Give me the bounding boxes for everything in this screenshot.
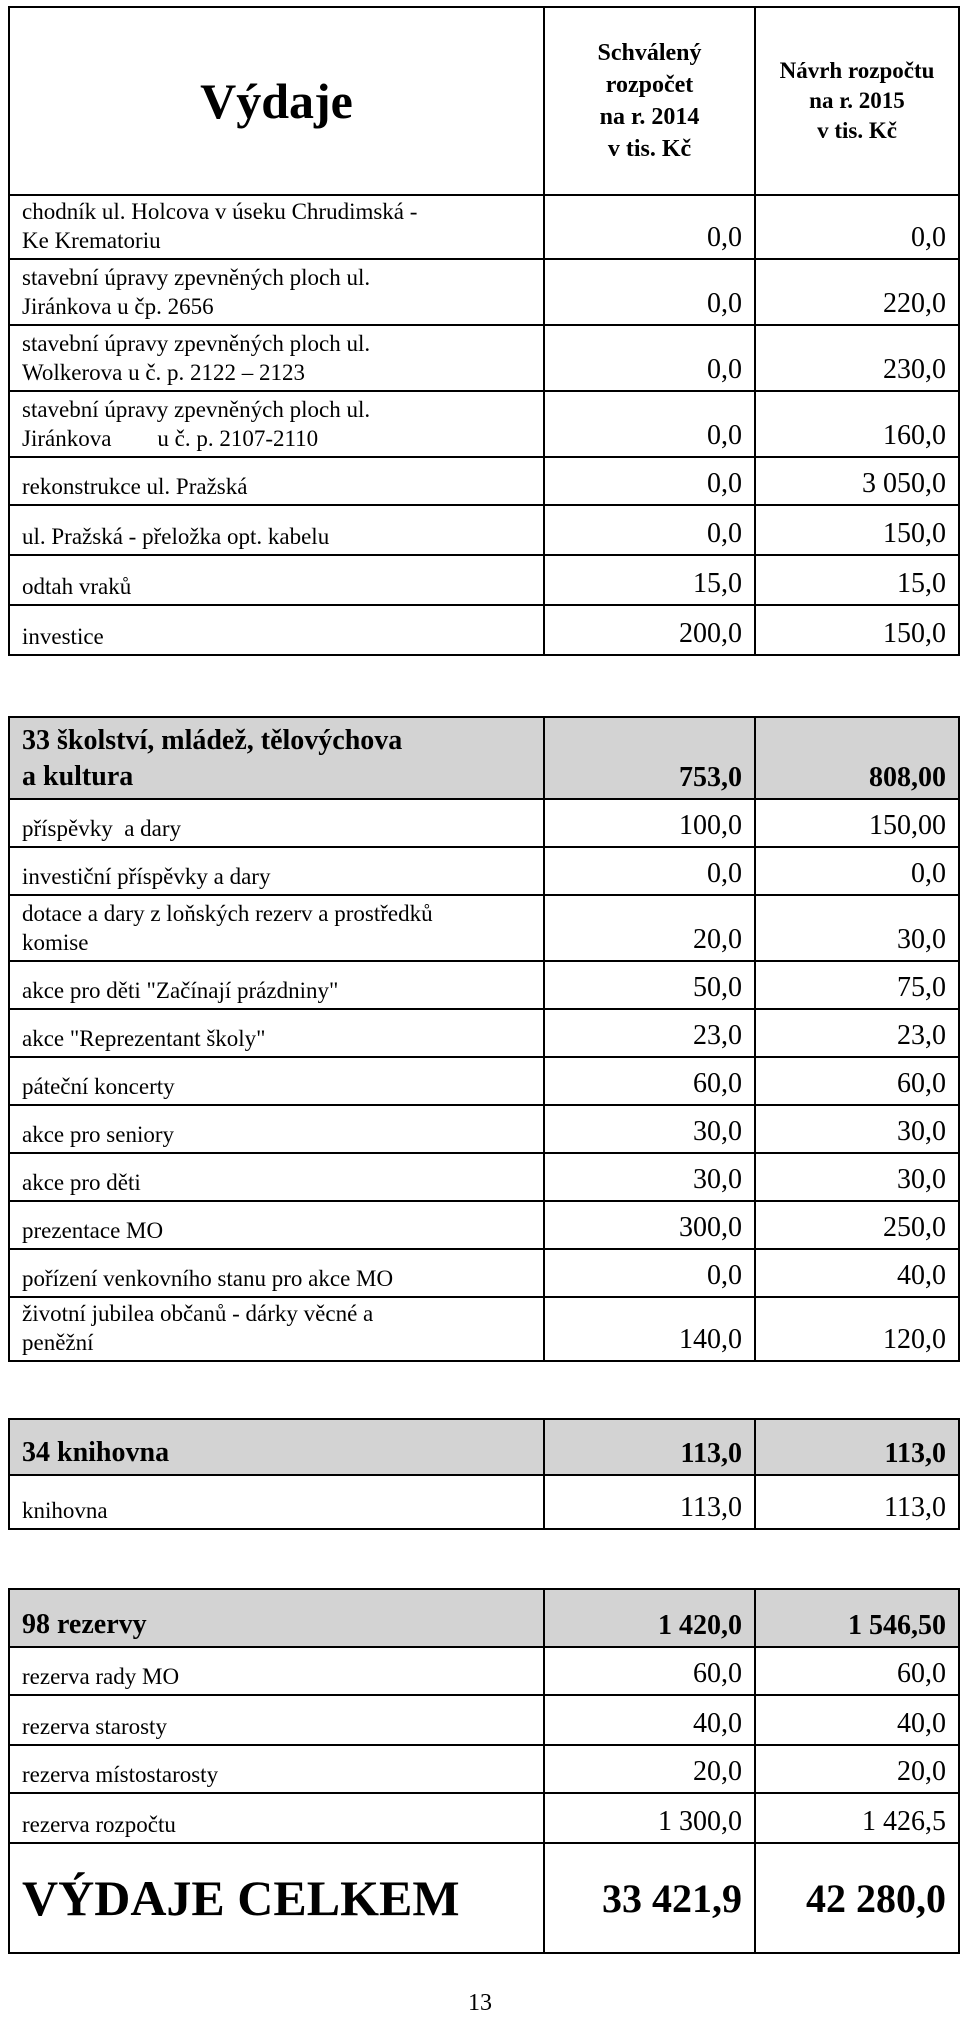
table-title: Výdaje bbox=[9, 7, 544, 195]
value-2014: 100,0 bbox=[544, 799, 755, 847]
value-2014: 0,0 bbox=[544, 195, 755, 259]
value-2014: 113,0 bbox=[544, 1475, 755, 1529]
value-2014: 0,0 bbox=[544, 847, 755, 895]
value-2015: 160,0 bbox=[755, 391, 959, 457]
section-title: 34 knihovna bbox=[9, 1419, 544, 1475]
row-label: odtah vraků bbox=[9, 555, 544, 605]
table-row bbox=[9, 1009, 959, 1057]
value-2014: 1 300,0 bbox=[544, 1793, 755, 1843]
value-2014: 0,0 bbox=[544, 1249, 755, 1297]
value-2014: 200,0 bbox=[544, 605, 755, 655]
value-2015: 150,00 bbox=[755, 799, 959, 847]
value-2014: 15,0 bbox=[544, 555, 755, 605]
value-2015: 150,0 bbox=[755, 605, 959, 655]
value-2015: 30,0 bbox=[755, 1153, 959, 1201]
value-2015: 20,0 bbox=[755, 1745, 959, 1793]
row-label: životní jubilea občanů - dárky věcné a peněžní bbox=[9, 1297, 544, 1361]
row-label: stavební úpravy zpevněných ploch ul. Jiránkova u č. p. 2107-2110 bbox=[9, 391, 544, 457]
value-2014: 50,0 bbox=[544, 961, 755, 1009]
value-2014: 60,0 bbox=[544, 1647, 755, 1695]
value-2015: 120,0 bbox=[755, 1297, 959, 1361]
header-proposal-2015: Návrh rozpočtu na r. 2015 v tis. Kč bbox=[755, 7, 959, 195]
value-2015: 40,0 bbox=[755, 1695, 959, 1745]
table-row bbox=[9, 457, 959, 505]
table-row bbox=[9, 195, 959, 259]
value-2014: 0,0 bbox=[544, 391, 755, 457]
table-row bbox=[9, 847, 959, 895]
row-label: prezentace MO bbox=[9, 1201, 544, 1249]
row-label: dotace a dary z loňských rezerv a prostředků komise bbox=[9, 895, 544, 961]
row-label: pořízení venkovního stanu pro akce MO bbox=[9, 1249, 544, 1297]
value-2015: 60,0 bbox=[755, 1057, 959, 1105]
section-34-table bbox=[8, 1418, 960, 1530]
table-row bbox=[9, 605, 959, 655]
total-2014: 33 421,9 bbox=[544, 1843, 755, 1953]
table-row bbox=[9, 799, 959, 847]
row-label: chodník ul. Holcova v úseku Chrudimská - Ke Krematoriu bbox=[9, 195, 544, 259]
total-label: VÝDAJE CELKEM bbox=[9, 1843, 544, 1953]
row-label: ul. Pražská - přeložka opt. kabelu bbox=[9, 505, 544, 555]
section-header-row bbox=[9, 1419, 959, 1475]
value-2014: 60,0 bbox=[544, 1057, 755, 1105]
value-2014: 0,0 bbox=[544, 325, 755, 391]
table-row bbox=[9, 259, 959, 325]
row-label: rezerva rozpočtu bbox=[9, 1793, 544, 1843]
section-total-2015: 1 546,50 bbox=[755, 1589, 959, 1647]
row-label: stavební úpravy zpevněných ploch ul. Wolkerova u č. p. 2122 – 2123 bbox=[9, 325, 544, 391]
section-total-2015: 113,0 bbox=[755, 1419, 959, 1475]
section-total-2014: 1 420,0 bbox=[544, 1589, 755, 1647]
value-2014: 40,0 bbox=[544, 1695, 755, 1745]
row-label: příspěvky a dary bbox=[9, 799, 544, 847]
value-2015: 250,0 bbox=[755, 1201, 959, 1249]
value-2015: 0,0 bbox=[755, 195, 959, 259]
section-title: 33 školství, mládež, tělovýchova a kultura bbox=[9, 717, 544, 799]
value-2014: 300,0 bbox=[544, 1201, 755, 1249]
value-2014: 30,0 bbox=[544, 1153, 755, 1201]
row-label: stavební úpravy zpevněných ploch ul. Jiránkova u čp. 2656 bbox=[9, 259, 544, 325]
page-number: 13 bbox=[468, 1990, 492, 2016]
value-2014: 30,0 bbox=[544, 1105, 755, 1153]
value-2015: 3 050,0 bbox=[755, 457, 959, 505]
table-row bbox=[9, 1201, 959, 1249]
value-2014: 0,0 bbox=[544, 457, 755, 505]
table-row bbox=[9, 961, 959, 1009]
row-label: knihovna bbox=[9, 1475, 544, 1529]
value-2014: 0,0 bbox=[544, 259, 755, 325]
total-row bbox=[9, 1843, 959, 1953]
header-row bbox=[9, 7, 959, 195]
value-2015: 30,0 bbox=[755, 1105, 959, 1153]
section-total-2014: 113,0 bbox=[544, 1419, 755, 1475]
row-label: akce pro děti "Začínají prázdniny" bbox=[9, 961, 544, 1009]
value-2015: 1 426,5 bbox=[755, 1793, 959, 1843]
table-row bbox=[9, 1297, 959, 1361]
table-row bbox=[9, 895, 959, 961]
row-label: rezerva starosty bbox=[9, 1695, 544, 1745]
value-2015: 15,0 bbox=[755, 555, 959, 605]
value-2014: 140,0 bbox=[544, 1297, 755, 1361]
row-label: rezerva rady MO bbox=[9, 1647, 544, 1695]
value-2014: 23,0 bbox=[544, 1009, 755, 1057]
value-2015: 220,0 bbox=[755, 259, 959, 325]
value-2015: 113,0 bbox=[755, 1475, 959, 1529]
value-2015: 30,0 bbox=[755, 895, 959, 961]
value-2015: 75,0 bbox=[755, 961, 959, 1009]
section-header-row bbox=[9, 1589, 959, 1647]
table-row bbox=[9, 1745, 959, 1793]
table-row bbox=[9, 391, 959, 457]
total-2015: 42 280,0 bbox=[755, 1843, 959, 1953]
table-row bbox=[9, 555, 959, 605]
row-label: rezerva místostarosty bbox=[9, 1745, 544, 1793]
value-2014: 20,0 bbox=[544, 895, 755, 961]
section-total-2015: 808,00 bbox=[755, 717, 959, 799]
table-row bbox=[9, 1153, 959, 1201]
value-2015: 230,0 bbox=[755, 325, 959, 391]
section-title: 98 rezervy bbox=[9, 1589, 544, 1647]
row-label: páteční koncerty bbox=[9, 1057, 544, 1105]
row-label: akce "Reprezentant školy" bbox=[9, 1009, 544, 1057]
value-2014: 20,0 bbox=[544, 1745, 755, 1793]
table-row bbox=[9, 505, 959, 555]
value-2015: 150,0 bbox=[755, 505, 959, 555]
value-2015: 0,0 bbox=[755, 847, 959, 895]
row-label: investice bbox=[9, 605, 544, 655]
expenses-table-top bbox=[8, 6, 960, 656]
section-98-table bbox=[8, 1588, 960, 1954]
value-2015: 40,0 bbox=[755, 1249, 959, 1297]
section-33-table bbox=[8, 716, 960, 1362]
table-row bbox=[9, 1793, 959, 1843]
table-row bbox=[9, 1475, 959, 1529]
table-row bbox=[9, 1249, 959, 1297]
section-header-row bbox=[9, 717, 959, 799]
section-total-2014: 753,0 bbox=[544, 717, 755, 799]
header-approved-2014: Schválený rozpočet na r. 2014 v tis. Kč bbox=[544, 7, 755, 195]
value-2015: 60,0 bbox=[755, 1647, 959, 1695]
table-row bbox=[9, 1105, 959, 1153]
row-label: akce pro seniory bbox=[9, 1105, 544, 1153]
row-label: akce pro děti bbox=[9, 1153, 544, 1201]
table-row bbox=[9, 1695, 959, 1745]
table-row bbox=[9, 1647, 959, 1695]
table-row bbox=[9, 325, 959, 391]
value-2014: 0,0 bbox=[544, 505, 755, 555]
table-row bbox=[9, 1057, 959, 1105]
row-label: investiční příspěvky a dary bbox=[9, 847, 544, 895]
value-2015: 23,0 bbox=[755, 1009, 959, 1057]
row-label: rekonstrukce ul. Pražská bbox=[9, 457, 544, 505]
